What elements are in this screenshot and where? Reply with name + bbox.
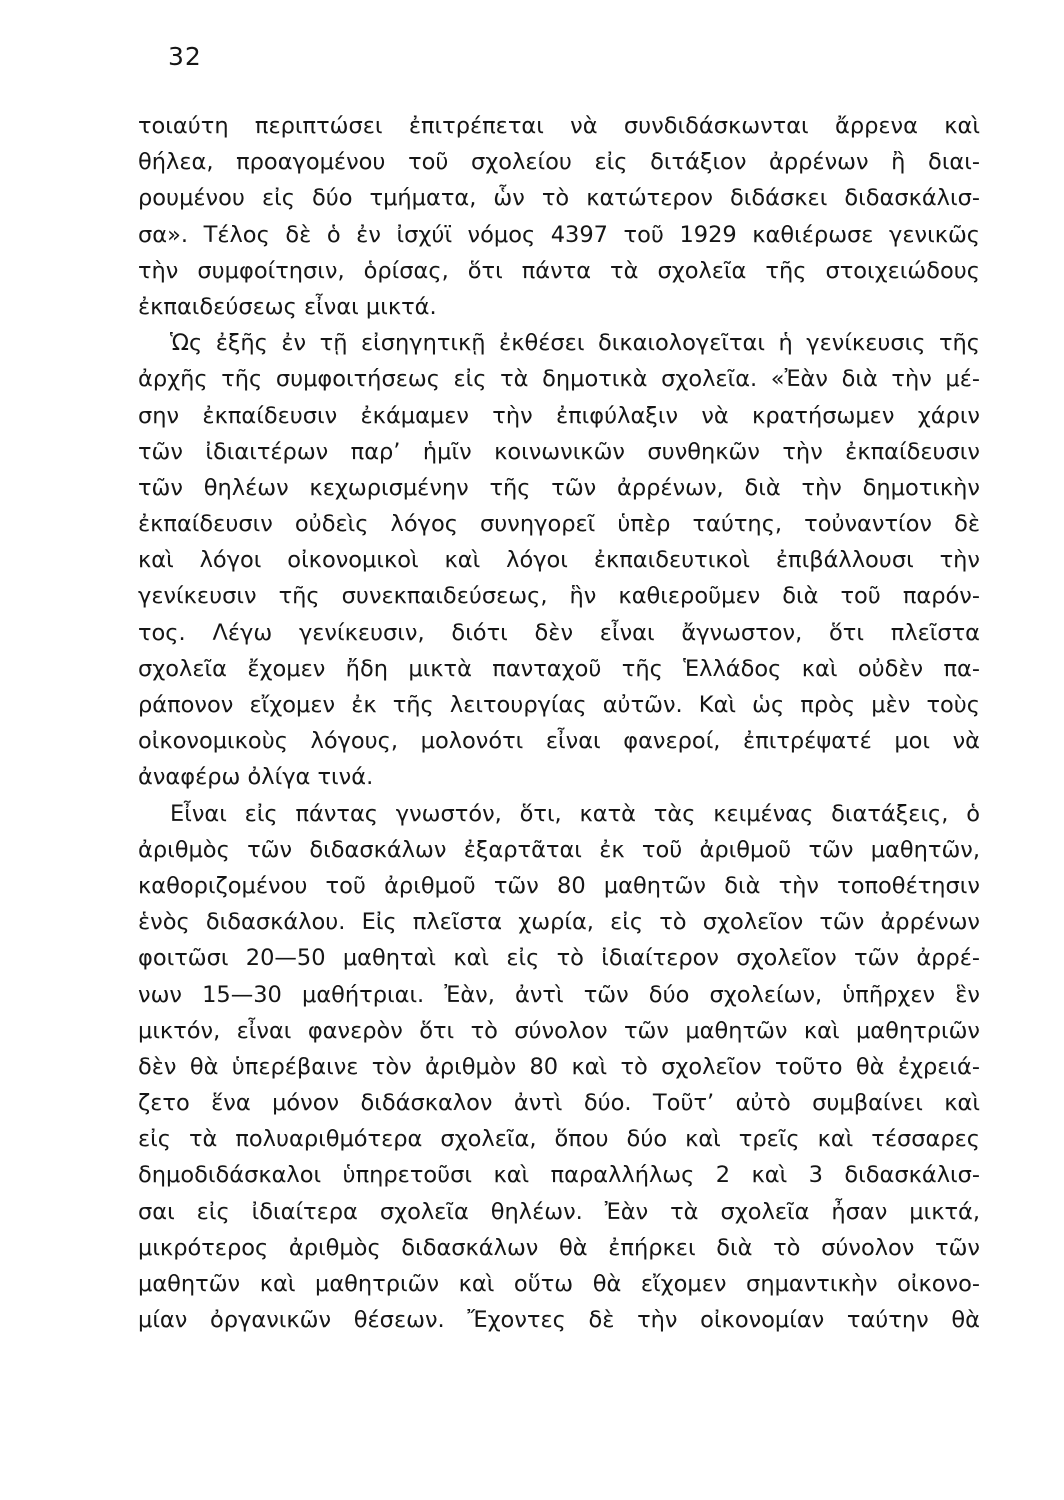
text-line: μαθητῶν καὶ μαθητριῶν καὶ οὕτω θὰ εἴχομεν σημαντικὴν οἰκονο- xyxy=(138,1271,980,1297)
text-line: σην ἐκπαίδευσιν ἐκάμαμεν τὴν ἐπιφύλαξιν νὰ κρατήσωμεν χάριν xyxy=(138,402,980,429)
text-line: σα». Τέλος δὲ ὁ ἐν ἰσχύϊ νόμος 4397 τοῦ 1929 καθιέρωσε γενικῶς xyxy=(138,221,980,248)
text-line: τῶν θηλέων κεχωρισμένην τῆς τῶν ἀρρένων, διὰ τὴν δημοτικὴν xyxy=(138,474,980,501)
text-line: σχολεῖα ἔχομεν ἤδη μικτὰ πανταχοῦ τῆς Ἑλλάδος καὶ οὐδὲν πα- xyxy=(138,655,980,682)
text-line: καθοριζομένου τοῦ ἀριθμοῦ τῶν 80 μαθητῶν διὰ τὴν τοποθέτησιν xyxy=(138,872,980,899)
text-line: ζετο ἕνα μόνον διδάσκαλον ἀντὶ δύο. Τοῦτ’ αὐτὸ συμβαίνει καὶ xyxy=(138,1090,980,1117)
text-line: ἐκπαίδευσιν οὐδεὶς λόγος συνηγορεῖ ὑπὲρ ταύτης, τοὐναντίον δὲ xyxy=(138,511,980,538)
text-line: ράπονον εἴχομεν ἐκ τῆς λειτουργίας αὐτῶν. Καὶ ὡς πρὸς μὲν τοὺς xyxy=(138,692,980,718)
body-text xyxy=(138,108,980,1338)
text-line: σαι εἰς ἰδιαίτερα σχολεῖα θηλέων. Ἐὰν τὰ σχολεῖα ἦσαν μικτά, xyxy=(138,1198,980,1225)
text-line: Εἶναι εἰς πάντας γνωστόν, ὅτι, κατὰ τὰς κειμένας διατάξεις, ὁ xyxy=(170,800,980,827)
text-line: ἐκπαιδεύσεως εἶναι μικτά. xyxy=(138,293,437,320)
text-line: φοιτῶσι 20—50 μαθηταὶ καὶ εἰς τὸ ἰδιαίτερον σχολεῖον τῶν ἀρρέ- xyxy=(138,945,980,972)
text-line: τος. Λέγω γενίκευσιν, διότι δὲν εἶναι ἄγνωστον, ὅτι πλεῖστα xyxy=(138,619,980,646)
text-line: δημοδιδάσκαλοι ὑπηρετοῦσι καὶ παραλλήλως 2 καὶ 3 διδασκάλισ- xyxy=(138,1162,980,1189)
text-line: καὶ λόγοι οἰκονομικοὶ καὶ λόγοι ἐκπαιδευτικοὶ ἐπιβάλλουσι τὴν xyxy=(138,547,980,574)
page-number: 32 xyxy=(168,42,202,71)
text-line: οἰκονομικοὺς λόγους, μολονότι εἶναι φανεροί, ἐπιτρέψατέ μοι νὰ xyxy=(138,728,980,755)
text-line: ἀριθμὸς τῶν διδασκάλων ἐξαρτᾶται ἐκ τοῦ ἀριθμοῦ τῶν μαθητῶν, xyxy=(138,836,980,863)
text-line: ἀναφέρω ὀλίγα τινά. xyxy=(138,764,374,791)
text-line: τὴν συμφοίτησιν, ὁρίσας, ὅτι πάντα τὰ σχολεῖα τῆς στοιχειώδους xyxy=(138,257,980,284)
text-line: ρουμένου εἰς δύο τμήματα, ὧν τὸ κατώτερον διδάσκει διδασκάλισ- xyxy=(138,185,980,212)
text-line: μικρότερος ἀριθμὸς διδασκάλων θὰ ἐπήρκει διὰ τὸ σύνολον τῶν xyxy=(138,1234,980,1261)
text-line: θήλεα, προαγομένου τοῦ σχολείου εἰς διτάξιον ἀρρένων ἢ διαι- xyxy=(138,149,980,176)
text-line: ἑνὸς διδασκάλου. Εἰς πλεῖστα χωρία, εἰς τὸ σχολεῖον τῶν ἀρρένων xyxy=(138,909,980,936)
text-line: γενίκευσιν τῆς συνεκπαιδεύσεως, ἣν καθιεροῦμεν διὰ τοῦ παρόν- xyxy=(138,583,980,610)
text-line: τῶν ἰδιαιτέρων παρ’ ἡμῖν κοινωνικῶν συνθηκῶν τὴν ἐκπαίδευσιν xyxy=(138,438,980,465)
text-line: εἰς τὰ πολυαριθμότερα σχολεῖα, ὅπου δύο καὶ τρεῖς καὶ τέσσαρες xyxy=(138,1126,980,1153)
text-line: ἀρχῆς τῆς συμφοιτήσεως εἰς τὰ δημοτικὰ σχολεῖα. «Ἐὰν διὰ τὴν μέ- xyxy=(138,366,980,393)
text-line: μικτόν, εἶναι φανερὸν ὅτι τὸ σύνολον τῶν μαθητῶν καὶ μαθητριῶν xyxy=(138,1017,980,1044)
text-line: νων 15—30 μαθήτριαι. Ἐὰν, ἀντὶ τῶν δύο σχολείων, ὑπῆρχεν ἓν xyxy=(138,981,980,1008)
text-line: τοιαύτη περιπτώσει ἐπιτρέπεται νὰ συνδιδάσκωνται ἄρρενα καὶ xyxy=(138,113,980,139)
text-line: Ὡς ἐξῆς ἐν τῇ εἰσηγητικῇ ἐκθέσει δικαιολογεῖται ἡ γενίκευσις τῆς xyxy=(170,330,980,357)
text-line: μίαν ὀργανικῶν θέσεων. Ἔχοντες δὲ τὴν οἰκονομίαν ταύτην θὰ xyxy=(138,1307,980,1334)
text-line: δὲν θὰ ὑπερέβαινε τὸν ἀριθμὸν 80 καὶ τὸ σχολεῖον τοῦτο θὰ ἐχρειά- xyxy=(138,1053,980,1080)
